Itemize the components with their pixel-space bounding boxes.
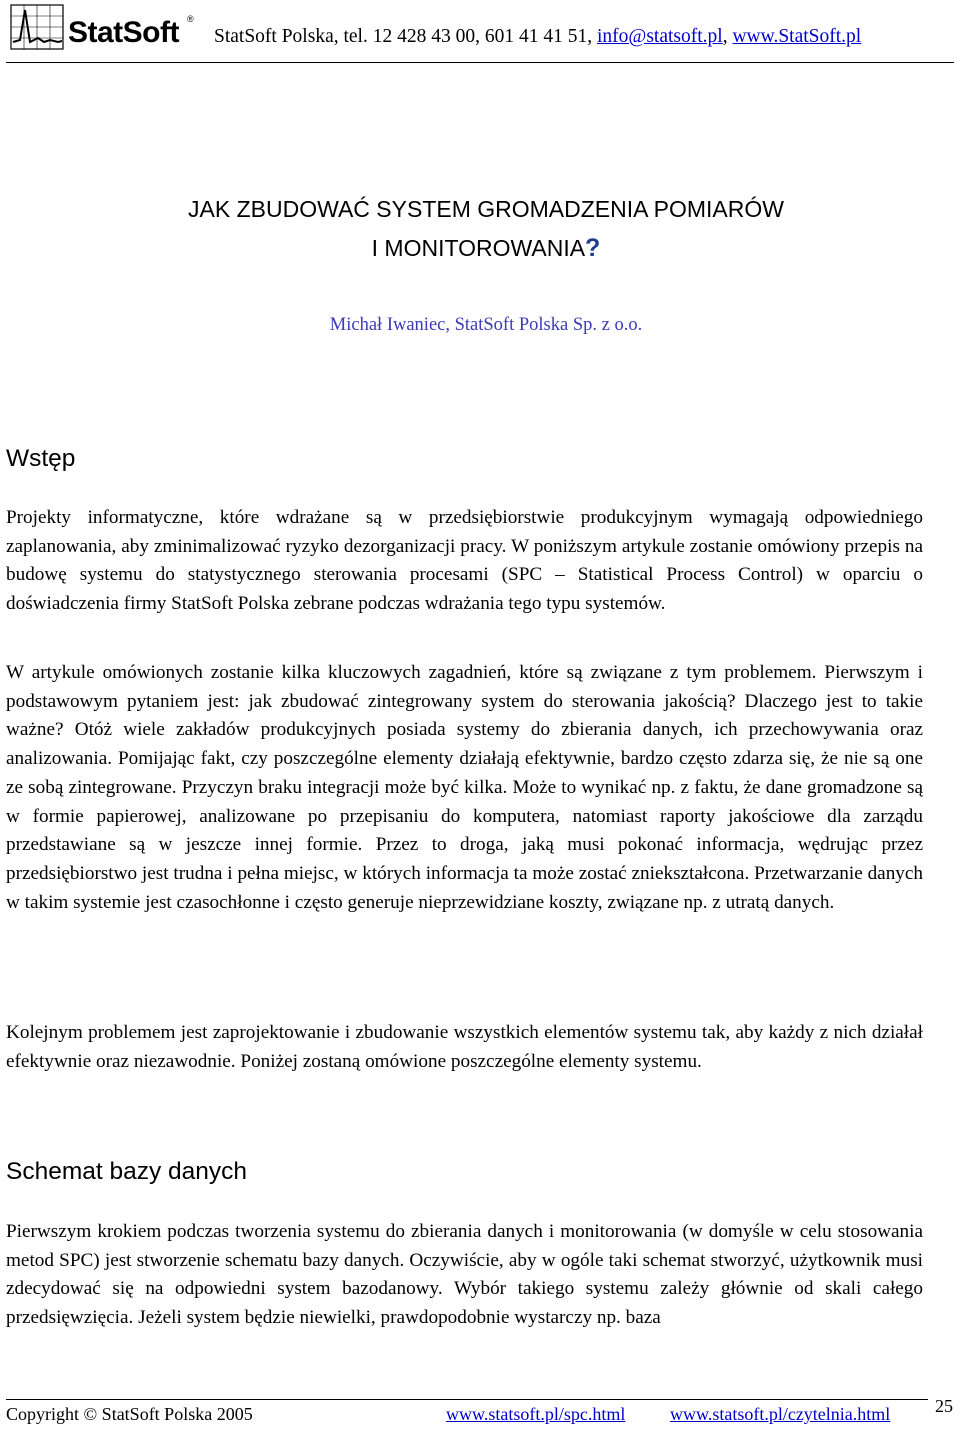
footer-divider — [6, 1399, 928, 1400]
title-line-2 — [6, 234, 960, 263]
email-link[interactable]: info@statsoft.pl — [596, 26, 723, 47]
paragraph-2: W artykule omówionych zostanie kilka kluczowych zagadnień, które są związane z tym problemem. Pierwszym i podstawowym pytaniem jest: jak zbudować zintegrowany system do sterowania jakością? Dlaczego jest to takie ważne? Otóż wiele zakładów produkcyjnych posiada systemy do zbierania danych, ich przechowywania oraz analizowania. Pomijając fakt, czy poszczególne elementy działają efektywnie, bardzo często zdarza się, że nie są one ze sobą zintegrowane. Przyczyn braku integracji może być kilka. Może to wynikać np. z faktu, że dane gromadzone są w formie papierowej, analizowane po przepisaniu do komputera, natomiast raporty jakościowe dla zarządu przedstawiane są w jeszcze innej formie. Przez to droga, jaką musi pokonać informacja, wędrując przez przedsiębiorstwo jest trudna i pełna miejsc, w których informacja ta może zostać zniekształcona. Przetwarzanie danych w takim systemie jest czasochłonne i często generuje nieprzewidziane koszty, związane np. z utratą danych. — [6, 662, 923, 913]
header-divider — [6, 62, 954, 63]
logo-registered-mark: ® — [187, 14, 194, 24]
author-line: Michał Iwaniec, StatSoft Polska Sp. z o.o. — [329, 315, 643, 335]
footer-czytelnia-link[interactable]: www.statsoft.pl/czytelnia.html — [670, 1404, 891, 1424]
contact-text: StatSoft Polska, tel. 12 428 43 00, 601 41 41 51, — [214, 26, 597, 47]
paragraph-3: Kolejnym problemem jest zaprojektowanie i zbudowanie wszystkich elementów systemu tak, aby każdy z nich działał efektywnie oraz niezawodnie. Poniżej zostaną omówione poszczególne elementy systemu. — [6, 1022, 923, 1072]
title-question-mark: ? — [585, 234, 601, 262]
header-contact — [214, 26, 861, 48]
page-header — [0, 0, 960, 62]
logo-text: StatSoft — [68, 16, 179, 49]
footer-copyright: Copyright © StatSoft Polska 2005 — [6, 1404, 253, 1424]
paragraph-1: Projekty informatyczne, które wdrażane są w przedsiębiorstwie produkcyjnym wymagają odpowiedniego zaplanowania, aby zminimalizować ryzyko dezorganizacji pracy. W poniższym artykule zostanie omówiony przepis na budowę systemu do statystycznego sterowania procesami (SPC – Statistical Process Control) w oparciu o doświadczenia firmy StatSoft Polska zebrane podczas wdrażania tego typu systemów. — [6, 507, 923, 615]
page-footer — [6, 1404, 928, 1428]
section-heading-schemat: Schemat bazy danych — [6, 1158, 248, 1185]
contact-separator: , — [722, 26, 733, 47]
footer-spc-link[interactable]: www.statsoft.pl/spc.html — [446, 1404, 626, 1424]
title-line-2-text: I MONITOROWANIA — [371, 235, 586, 261]
paragraph-4: Pierwszym krokiem podczas tworzenia systemu do zbierania danych i monitorowania (w domyśle w celu stosowania metod SPC) jest stworzenie schematu bazy danych. Oczywiście, aby w ogóle taki schemat stworzyć, użytkownik musi zdecydować się na odpowiedni system bazodanowy. Wybór takiego systemu zależy głównie od skali całego przedsięwzięcia. Jeżeli system będzie niewielki, prawdopodobnie wystarczy np. baza — [6, 1221, 923, 1329]
title-line-1: JAK ZBUDOWAĆ SYSTEM GROMADZENIA POMIARÓW — [188, 196, 784, 222]
website-link[interactable]: www.StatSoft.pl — [732, 26, 862, 47]
page-number: 25 — [935, 1396, 953, 1416]
section-heading-wstep: Wstęp — [6, 445, 76, 472]
